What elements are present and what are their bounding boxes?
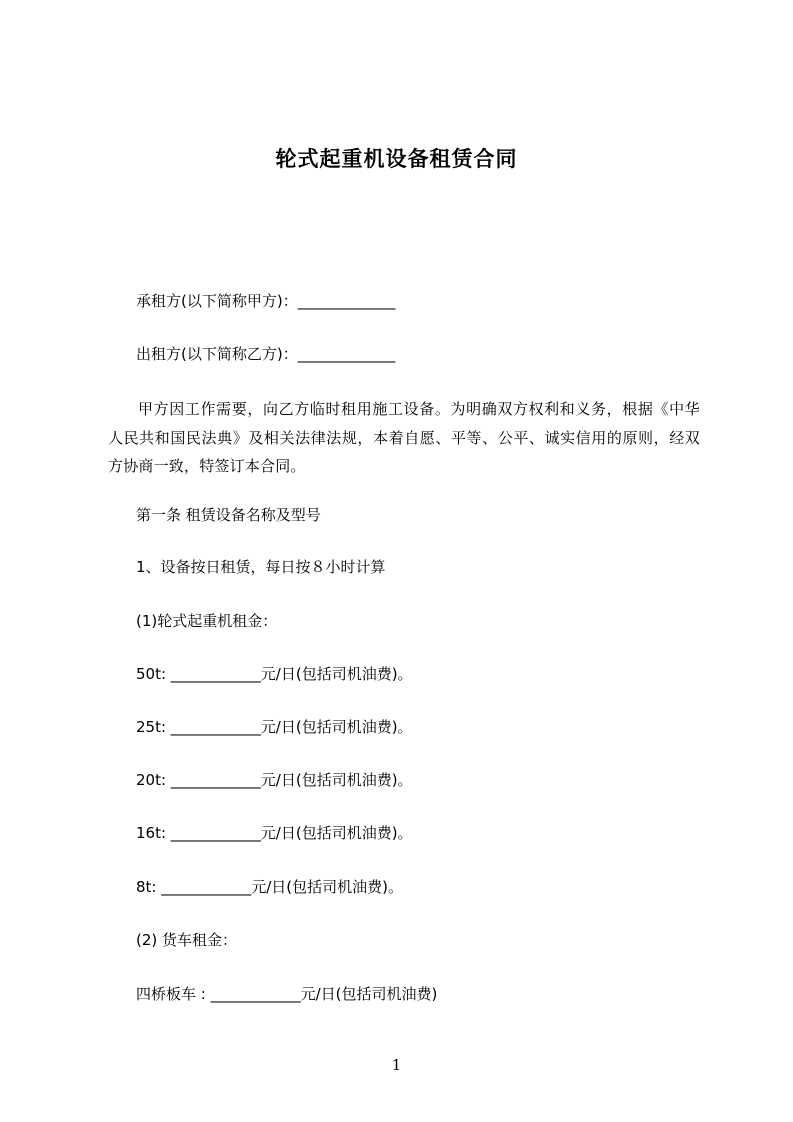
rental-terms-item: 1、设备按日租赁，每日按８小时计算	[136, 558, 386, 576]
rate-line-8t: 8t: ____________元/日(包括司机油费)。	[136, 878, 404, 896]
rate-line-50t: 50t: ____________元/日(包括司机油费)。	[136, 665, 413, 683]
preamble-paragraph: 甲方因工作需要，向乙方临时租用施工设备。为明确双方权利和义务，根据《中华人民共和国民法典》及相关法律法规，本着自愿、平等、公平、诚实信用的原则，经双方协商一致，特签订本合同。	[108, 400, 700, 475]
party-a-line: 承租方(以下简称甲方)：_____________	[136, 292, 396, 310]
rate-line-16t: 16t: ____________元/日(包括司机油费)。	[136, 824, 413, 842]
article-1-heading: 第一条 租赁设备名称及型号	[136, 506, 321, 524]
rate-line-20t: 20t: ____________元/日(包括司机油费)。	[136, 771, 413, 789]
party-b-line: 出租方(以下简称乙方)：_____________	[136, 345, 396, 363]
truck-rate-line: 四桥板车 : ____________元/日(包括司机油费)	[136, 985, 438, 1003]
truck-rent-subheading: (2) 货车租金：	[136, 931, 238, 949]
page-number: 1	[391, 1056, 402, 1074]
document-title: 轮式起重机设备租赁合同	[275, 147, 518, 171]
rate-line-25t: 25t: ____________元/日(包括司机油费)。	[136, 718, 413, 736]
crane-rent-subheading: (1)轮式起重机租金：	[136, 612, 278, 630]
